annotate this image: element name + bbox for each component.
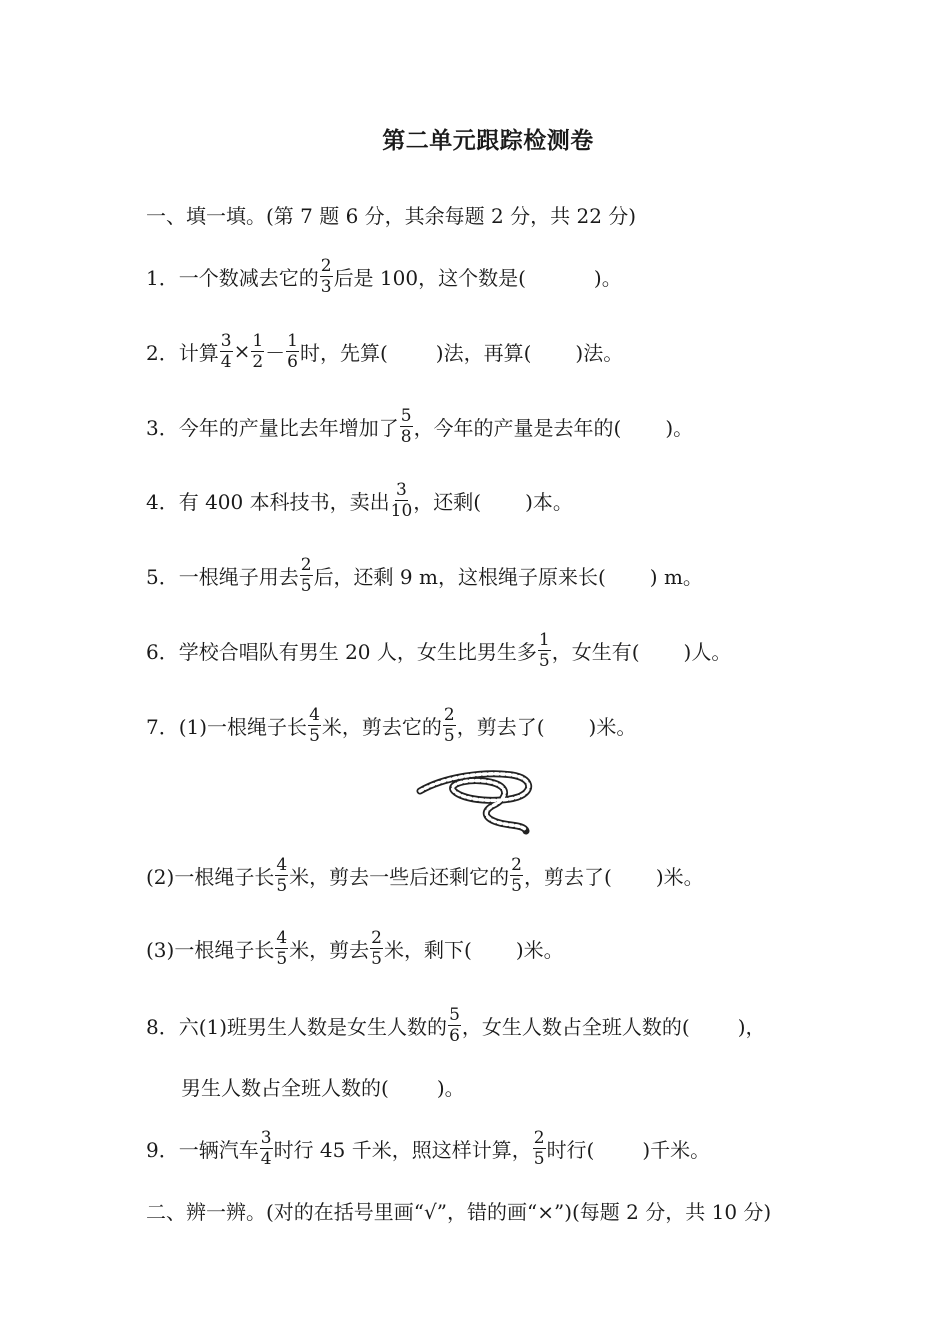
fraction xyxy=(275,855,288,896)
fraction-denominator: 5 xyxy=(511,875,522,896)
question-7-part-3 xyxy=(146,918,564,978)
fraction-denominator: 5 xyxy=(300,575,312,596)
q7p3-text-d: )米。 xyxy=(515,937,564,962)
page-title: 第二单元跟踪检测卷 xyxy=(382,128,594,154)
q8-text-a: 8．六(1)班男生人数是女生人数的 xyxy=(146,1014,448,1039)
fraction-numerator: 5 xyxy=(400,405,412,426)
question-5 xyxy=(146,545,703,605)
q1-text-a: 1．一个数减去它的 xyxy=(146,265,319,290)
fraction-numerator: 5 xyxy=(449,1004,460,1025)
q2-text-a: 2．计算 xyxy=(146,340,219,365)
fraction xyxy=(510,855,523,896)
fraction-denominator: 5 xyxy=(443,725,455,746)
fraction-numerator: 2 xyxy=(371,927,382,948)
fraction-denominator: 5 xyxy=(371,948,382,969)
q5-text-a: 5．一根绳子用去 xyxy=(146,564,299,589)
fraction-denominator: 2 xyxy=(252,351,264,372)
fraction-denominator: 5 xyxy=(309,725,320,746)
section1-header xyxy=(146,184,636,244)
fraction-denominator: 4 xyxy=(220,351,232,372)
fraction-denominator: 8 xyxy=(400,426,412,447)
q8-text-line2b: )。 xyxy=(436,1075,465,1100)
q7p2-text-d: )米。 xyxy=(655,864,704,889)
fraction-denominator: 6 xyxy=(287,351,298,372)
q7p3-text-b: 米，剪去 xyxy=(289,937,370,962)
fraction xyxy=(538,630,551,671)
q7p1-text-b: 米，剪去它的 xyxy=(321,714,442,739)
q9-text-d: )千米。 xyxy=(642,1137,711,1162)
q6-text-a: 6．学校合唱队有男生 20 人，女生比男生多 xyxy=(146,639,537,664)
fraction-denominator: 6 xyxy=(449,1025,460,1046)
fraction-numerator: 3 xyxy=(396,479,407,500)
fraction-denominator: 5 xyxy=(276,875,288,896)
question-4 xyxy=(146,470,573,530)
fraction xyxy=(443,705,456,746)
q2-text-d: )法。 xyxy=(575,340,624,365)
fraction xyxy=(275,928,288,969)
fraction-numerator: 2 xyxy=(300,554,312,575)
section2-header-text: 二、辨一辨。(对的在括号里画“√”，错的画“×”)(每题 2 分，共 10 分) xyxy=(146,1199,772,1224)
question-9 xyxy=(146,1118,710,1178)
fraction xyxy=(370,928,383,969)
fraction-denominator: 4 xyxy=(260,1148,272,1169)
question-8-line-2 xyxy=(181,1056,465,1116)
fraction xyxy=(251,331,264,372)
q9-text-a: 9．一辆汽车 xyxy=(146,1137,259,1162)
fraction xyxy=(286,331,299,372)
fraction-numerator: 4 xyxy=(276,927,288,948)
q3-text-b: ，今年的产量是去年的( xyxy=(413,415,622,440)
fraction-numerator: 1 xyxy=(287,330,298,351)
q7p2-text-c: ，剪去了( xyxy=(524,864,612,889)
q8-text-line2a: 男生人数占全班人数的( xyxy=(181,1075,389,1100)
rope-illustration xyxy=(414,765,538,837)
fraction-numerator: 3 xyxy=(220,330,232,351)
fraction-numerator: 2 xyxy=(533,1127,545,1148)
question-6 xyxy=(146,620,731,680)
q5-text-b: 后，还剩 9 m，这根绳子原来长( xyxy=(313,564,606,589)
fraction xyxy=(260,1128,273,1169)
fraction xyxy=(220,331,233,372)
q7p1-text-a: 7．(1)一根绳子长 xyxy=(146,714,308,739)
times-sign: × xyxy=(233,339,251,363)
fraction-numerator: 4 xyxy=(276,854,288,875)
question-7-part-1 xyxy=(146,695,636,755)
q7p1-text-d: )米。 xyxy=(588,714,637,739)
q6-text-b: ，女生有( xyxy=(551,639,640,664)
q1-text-b: 后是 100，这个数是( xyxy=(333,265,526,290)
q7p3-text-a: (3)一根绳子长 xyxy=(146,937,275,962)
q7p1-text-c: ，剪去了( xyxy=(456,714,545,739)
question-8 xyxy=(146,995,766,1055)
fraction xyxy=(308,705,321,746)
section2-header xyxy=(146,1180,771,1240)
q7p2-text-a: (2)一根绳子长 xyxy=(146,864,275,889)
fraction xyxy=(320,256,333,297)
q3-text-c: )。 xyxy=(665,415,694,440)
q2-text-c: )法，再算( xyxy=(435,340,532,365)
q9-text-b: 时行 45 千米，照这样计算， xyxy=(273,1137,532,1162)
q8-text-c: )， xyxy=(737,1014,766,1039)
fraction xyxy=(400,406,413,447)
fraction xyxy=(391,480,413,521)
q3-text-a: 3．今年的产量比去年增加了 xyxy=(146,415,399,440)
fraction-numerator: 2 xyxy=(511,854,522,875)
q7p2-text-b: 米，剪去一些后还剩它的 xyxy=(289,864,510,889)
q2-text-b: 时，先算( xyxy=(299,340,388,365)
fraction-denominator: 10 xyxy=(390,500,413,521)
question-7-part-2 xyxy=(146,845,704,905)
question-1 xyxy=(146,246,622,306)
question-2 xyxy=(146,321,623,381)
question-3 xyxy=(146,396,693,456)
fraction xyxy=(300,555,313,596)
fraction-numerator: 1 xyxy=(538,629,550,650)
fraction-numerator: 3 xyxy=(260,1127,272,1148)
q4-text-b: ，还剩( xyxy=(413,489,482,514)
section1-header-text: 一、填一填。(第 7 题 6 分，其余每题 2 分，共 22 分) xyxy=(146,203,637,228)
fraction-numerator: 4 xyxy=(309,704,320,725)
q7p3-text-c: 米，剩下( xyxy=(384,937,472,962)
fraction-denominator: 5 xyxy=(533,1148,545,1169)
fraction-numerator: 1 xyxy=(252,330,264,351)
q9-text-c: 时行( xyxy=(546,1137,595,1162)
q6-text-c: )人。 xyxy=(683,639,732,664)
q5-text-c: ) m。 xyxy=(649,564,703,589)
q1-text-c: )。 xyxy=(593,265,622,290)
q4-text-c: )本。 xyxy=(525,489,573,514)
fraction xyxy=(448,1005,461,1046)
fraction-denominator: 5 xyxy=(276,948,288,969)
fraction-denominator: 3 xyxy=(320,276,332,297)
fraction-numerator: 2 xyxy=(320,255,332,276)
minus-sign: － xyxy=(265,340,286,365)
fraction-numerator: 2 xyxy=(443,704,455,725)
q8-text-b: ，女生人数占全班人数的( xyxy=(461,1014,690,1039)
q4-text-a: 4．有 400 本科技书，卖出 xyxy=(146,489,390,514)
fraction xyxy=(533,1128,546,1169)
fraction-denominator: 5 xyxy=(538,650,550,671)
